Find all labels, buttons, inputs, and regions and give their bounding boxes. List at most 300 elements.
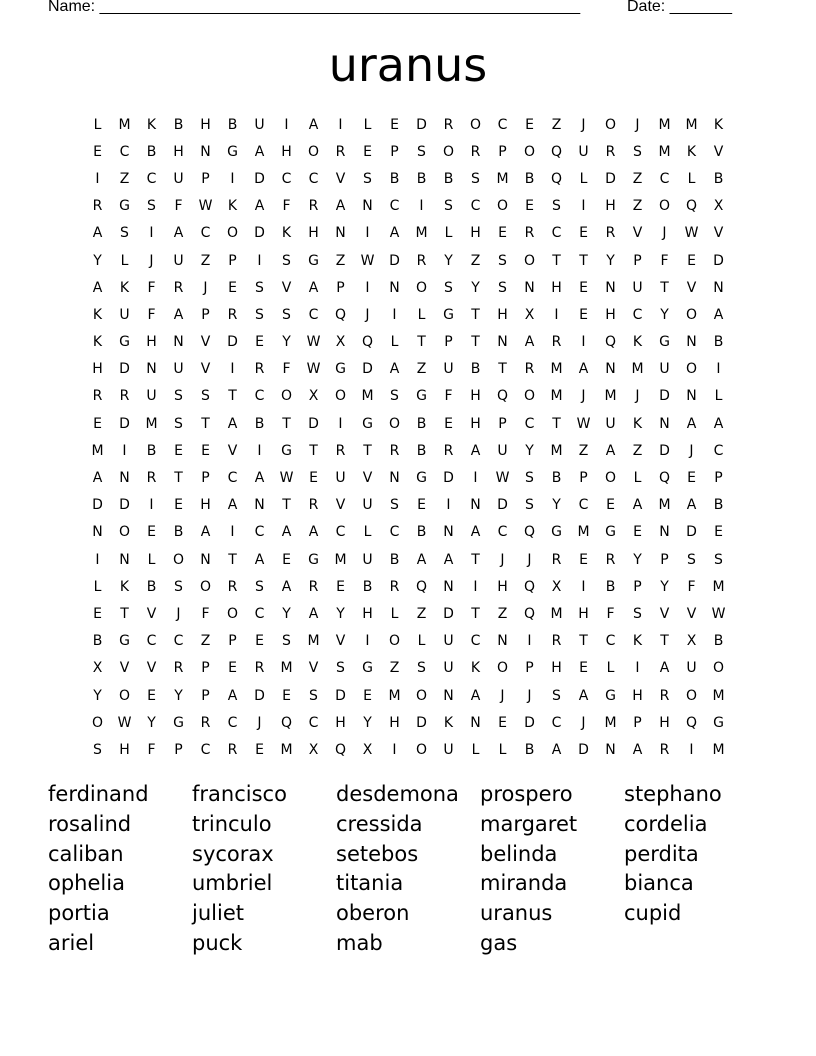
grid-letter: C (254, 388, 265, 405)
grid-letter: U (362, 497, 373, 514)
word-list-item: perdita (624, 841, 699, 866)
grid-letter: A (92, 225, 103, 242)
grid-letter: F (282, 198, 291, 215)
grid-letter: O (415, 687, 428, 704)
grid-letter: S (336, 660, 345, 677)
grid-letter: Q (523, 578, 536, 595)
grid-row (84, 546, 732, 573)
grid-letter: S (525, 470, 534, 487)
grid-letter: Z (200, 633, 211, 650)
grid-letter: S (120, 225, 129, 242)
grid-letter: R (659, 741, 670, 758)
grid-letter: B (713, 633, 724, 650)
grid-letter: A (443, 551, 454, 568)
grid-letter: M (685, 116, 698, 133)
grid-letter: I (581, 198, 586, 215)
grid-letter: S (552, 687, 561, 704)
grid-letter: E (228, 660, 237, 677)
grid-letter: D (119, 497, 130, 514)
grid-letter: J (176, 605, 181, 622)
grid-row (84, 111, 732, 138)
grid-row (84, 600, 732, 627)
grid-letter: A (524, 334, 535, 351)
grid-letter: X (362, 741, 373, 758)
grid-letter: A (308, 279, 319, 296)
grid-letter: J (581, 116, 586, 133)
grid-letter: P (390, 143, 399, 160)
grid-letter: K (227, 198, 238, 215)
grid-letter: K (713, 116, 724, 133)
grid-letter: A (227, 415, 238, 432)
grid-letter: P (444, 334, 453, 351)
grid-letter: R (470, 143, 481, 160)
grid-row (84, 492, 732, 519)
grid-letter: R (308, 497, 319, 514)
word-list-item: rosalind (48, 811, 132, 836)
grid-row (84, 437, 732, 464)
grid-letter: B (524, 741, 535, 758)
grid-letter: K (146, 116, 157, 133)
grid-letter: O (604, 116, 617, 133)
grid-letter: U (443, 361, 454, 378)
grid-letter: O (604, 470, 617, 487)
grid-letter: H (362, 605, 373, 622)
grid-letter: U (632, 279, 643, 296)
grid-letter: N (659, 524, 670, 541)
grid-letter: U (173, 252, 184, 269)
grid-letter: A (173, 225, 184, 242)
grid-letter: E (579, 279, 588, 296)
grid-letter: T (228, 551, 237, 568)
grid-row (84, 519, 732, 546)
grid-letter: O (415, 741, 428, 758)
grid-letter: A (578, 361, 589, 378)
grid-letter: N (389, 279, 400, 296)
grid-letter: C (308, 306, 319, 323)
grid-letter: W (117, 714, 132, 731)
grid-letter: T (201, 415, 210, 432)
grid-letter: R (659, 687, 670, 704)
grid-letter: E (363, 687, 372, 704)
grid-letter: Z (497, 605, 508, 622)
grid-letter: D (308, 415, 319, 432)
grid-letter: O (226, 605, 239, 622)
grid-letter: M (550, 388, 563, 405)
grid-letter: N (146, 361, 157, 378)
word-list-item: belinda (480, 841, 558, 866)
grid-letter: A (470, 687, 481, 704)
grid-letter: X (686, 633, 697, 650)
grid-letter: S (282, 306, 291, 323)
grid-letter: P (498, 415, 507, 432)
grid-letter: W (495, 470, 510, 487)
grid-letter: E (336, 578, 345, 595)
grid-letter: H (659, 714, 670, 731)
grid-letter: R (551, 334, 562, 351)
grid-letter: B (389, 551, 400, 568)
grid-letter: E (525, 198, 534, 215)
grid-letter: A (227, 497, 238, 514)
grid-letter: L (363, 524, 372, 541)
grid-letter: I (635, 660, 640, 677)
grid-letter: G (119, 198, 130, 215)
grid-letter: Y (444, 252, 453, 269)
grid-letter: Q (415, 578, 428, 595)
grid-letter: Y (282, 334, 291, 351)
grid-row (84, 274, 732, 301)
grid-letter: Q (334, 306, 347, 323)
grid-letter: C (524, 415, 535, 432)
grid-letter: S (498, 252, 507, 269)
grid-letter: O (388, 415, 401, 432)
grid-letter: S (147, 198, 156, 215)
grid-letter: I (230, 524, 235, 541)
grid-letter: S (390, 497, 399, 514)
grid-letter: A (281, 578, 292, 595)
grid-letter: N (92, 524, 103, 541)
grid-letter: B (362, 578, 373, 595)
name-field: Name: ______________________________________________________ (48, 0, 581, 15)
grid-letter: U (335, 470, 346, 487)
grid-row (84, 573, 732, 600)
grid-letter: F (147, 279, 156, 296)
grid-letter: I (419, 198, 424, 215)
grid-letter: R (119, 388, 130, 405)
grid-row (84, 356, 732, 383)
grid-letter: H (146, 334, 157, 351)
grid-letter: E (282, 687, 291, 704)
word-list-item: trinculo (192, 811, 272, 836)
word-list-item: stephano (624, 782, 722, 806)
grid-letter: H (92, 361, 103, 378)
grid-letter: N (200, 551, 211, 568)
grid-letter: A (605, 442, 616, 459)
word-list-item: gas (480, 930, 518, 955)
grid-letter: T (282, 497, 291, 514)
grid-letter: A (551, 741, 562, 758)
grid-letter: U (173, 170, 184, 187)
grid-row (84, 220, 732, 247)
grid-letter: H (173, 143, 184, 160)
grid-row (84, 655, 732, 682)
grid-letter: C (335, 524, 346, 541)
grid-letter: M (550, 361, 563, 378)
grid-letter: M (415, 225, 428, 242)
letter-grid (84, 111, 732, 764)
grid-letter: N (173, 334, 184, 351)
grid-letter: N (389, 470, 400, 487)
word-list-item: caliban (48, 841, 124, 866)
grid-letter: A (227, 687, 238, 704)
grid-letter: S (174, 415, 183, 432)
grid-letter: S (390, 388, 399, 405)
grid-letter: C (227, 714, 238, 731)
grid-letter: I (392, 741, 397, 758)
grid-letter: S (309, 687, 318, 704)
grid-letter: W (576, 415, 591, 432)
word-list-item: juliet (192, 901, 244, 926)
grid-letter: O (712, 660, 725, 677)
grid-letter: C (605, 633, 616, 650)
grid-letter: T (309, 442, 318, 459)
grid-letter: S (174, 388, 183, 405)
grid-letter: U (146, 388, 157, 405)
word-list-item: oberon (336, 901, 410, 926)
grid-letter: J (500, 551, 505, 568)
grid-letter: W (306, 361, 321, 378)
grid-letter: S (633, 143, 642, 160)
grid-letter: D (416, 116, 427, 133)
grid-letter: P (228, 252, 237, 269)
grid-letter: V (227, 442, 238, 459)
grid-letter: C (200, 741, 211, 758)
grid-row (84, 247, 732, 274)
grid-letter: O (658, 198, 671, 215)
grid-letter: T (417, 334, 426, 351)
grid-letter: Q (658, 470, 671, 487)
grid-letter: C (497, 116, 508, 133)
grid-letter: A (632, 741, 643, 758)
grid-letter: A (308, 116, 319, 133)
grid-letter: N (497, 633, 508, 650)
grid-letter: T (174, 470, 183, 487)
grid-letter: P (201, 170, 210, 187)
grid-letter: P (201, 306, 210, 323)
grid-letter: K (92, 306, 103, 323)
grid-letter: P (228, 633, 237, 650)
grid-letter: F (147, 741, 156, 758)
grid-letter: H (497, 578, 508, 595)
word-list-item: ophelia (48, 871, 125, 896)
grid-letter: H (632, 687, 643, 704)
grid-letter: L (363, 116, 372, 133)
grid-letter: M (118, 116, 131, 133)
grid-letter: G (416, 470, 427, 487)
grid-letter: V (713, 225, 724, 242)
grid-letter: A (254, 551, 265, 568)
grid-letter: M (307, 633, 320, 650)
grid-letter: Q (685, 198, 698, 215)
grid-letter: E (255, 334, 264, 351)
grid-row (84, 628, 732, 655)
grid-letter: C (632, 306, 643, 323)
grid-letter: T (579, 633, 588, 650)
grid-letter: H (335, 714, 346, 731)
grid-letter: R (92, 388, 103, 405)
grid-letter: A (308, 605, 319, 622)
page-title: uranus (328, 38, 488, 92)
grid-letter: U (443, 660, 454, 677)
grid-letter: E (390, 116, 399, 133)
grid-letter: E (417, 497, 426, 514)
grid-letter: L (498, 741, 507, 758)
grid-letter: A (254, 470, 265, 487)
grid-letter: D (119, 361, 130, 378)
grid-letter: G (443, 306, 454, 323)
grid-letter: P (633, 252, 642, 269)
grid-letter: N (470, 714, 481, 731)
grid-letter: H (470, 415, 481, 432)
grid-letter: O (307, 143, 320, 160)
word-list-item: margaret (480, 811, 578, 836)
grid-letter: P (174, 741, 183, 758)
grid-letter: T (363, 442, 372, 459)
grid-letter: K (443, 714, 454, 731)
grid-letter: B (146, 442, 157, 459)
grid-letter: K (632, 633, 643, 650)
grid-letter: O (523, 252, 536, 269)
grid-letter: S (174, 578, 183, 595)
grid-letter: N (200, 143, 211, 160)
grid-letter: E (174, 442, 183, 459)
grid-letter: D (335, 687, 346, 704)
grid-letter: M (280, 741, 293, 758)
grid-letter: P (714, 470, 723, 487)
grid-letter: O (442, 143, 455, 160)
grid-letter: M (604, 388, 617, 405)
grid-letter: C (713, 442, 724, 459)
grid-letter: O (496, 660, 509, 677)
grid-letter: L (120, 252, 129, 269)
grid-letter: R (227, 741, 238, 758)
grid-letter: G (362, 660, 373, 677)
grid-letter: Z (119, 170, 130, 187)
grid-letter: M (577, 524, 590, 541)
grid-letter: Z (632, 170, 643, 187)
grid-letter: A (92, 470, 103, 487)
grid-letter: Z (551, 116, 562, 133)
grid-letter: I (257, 252, 262, 269)
grid-letter: I (230, 170, 235, 187)
word-list-item: bianca (624, 871, 694, 896)
grid-row (84, 410, 732, 437)
word-list-item: portia (48, 901, 110, 926)
grid-letter: R (605, 225, 616, 242)
grid-letter: G (119, 334, 130, 351)
grid-letter: F (201, 605, 210, 622)
grid-letter: A (254, 198, 265, 215)
grid-letter: I (338, 415, 343, 432)
grid-letter: R (335, 442, 346, 459)
grid-letter: C (551, 714, 562, 731)
grid-letter: T (552, 415, 561, 432)
grid-letter: Y (147, 714, 156, 731)
grid-letter: A (335, 198, 346, 215)
grid-letter: G (605, 687, 616, 704)
grid-letter: B (416, 170, 427, 187)
grid-letter: I (581, 578, 586, 595)
grid-letter: O (685, 306, 698, 323)
grid-letter: M (91, 442, 104, 459)
grid-letter: N (686, 334, 697, 351)
grid-letter: J (662, 225, 667, 242)
grid-letter: F (687, 578, 696, 595)
grid-letter: Y (471, 279, 480, 296)
grid-letter: W (684, 225, 699, 242)
grid-letter: X (551, 578, 562, 595)
grid-letter: P (633, 714, 642, 731)
grid-letter: C (254, 524, 265, 541)
grid-letter: L (579, 170, 588, 187)
grid-letter: E (147, 524, 156, 541)
grid-letter: Z (389, 660, 400, 677)
grid-letter: X (308, 388, 319, 405)
grid-letter: I (149, 497, 154, 514)
grid-letter: P (201, 470, 210, 487)
grid-letter: L (390, 334, 399, 351)
grid-letter: A (713, 306, 724, 323)
grid-letter: Y (552, 497, 561, 514)
grid-letter: Q (523, 605, 536, 622)
grid-letter: Q (550, 170, 563, 187)
grid-letter: L (633, 470, 642, 487)
grid-letter: G (227, 143, 238, 160)
grid-letter: L (417, 306, 426, 323)
grid-letter: R (524, 225, 535, 242)
grid-letter: T (660, 633, 669, 650)
grid-letter: X (92, 660, 103, 677)
grid-letter: B (713, 170, 724, 187)
grid-letter: N (686, 388, 697, 405)
grid-letter: Y (633, 551, 642, 568)
grid-letter: R (92, 198, 103, 215)
grid-letter: G (605, 524, 616, 541)
grid-letter: U (605, 415, 616, 432)
grid-letter: D (254, 687, 265, 704)
grid-letter: W (306, 334, 321, 351)
grid-letter: H (470, 225, 481, 242)
grid-letter: Q (523, 524, 536, 541)
grid-letter: A (470, 442, 481, 459)
grid-letter: T (471, 551, 480, 568)
grid-letter: H (605, 198, 616, 215)
grid-letter: N (362, 198, 373, 215)
header (48, 0, 748, 20)
word-list-item: setebos (336, 841, 419, 866)
grid-letter: I (527, 633, 532, 650)
grid-letter: N (659, 415, 670, 432)
grid-letter: T (120, 605, 129, 622)
grid-letter: N (443, 687, 454, 704)
grid-letter: I (446, 497, 451, 514)
grid-letter: M (658, 497, 671, 514)
grid-letter: H (605, 306, 616, 323)
grid-letter: D (659, 442, 670, 459)
grid-letter: R (335, 143, 346, 160)
grid-letter: F (147, 306, 156, 323)
grid-row (84, 709, 732, 736)
word-list-item: cressida (336, 811, 423, 836)
word-list-item: desdemona (336, 782, 459, 806)
grid-letter: V (686, 279, 697, 296)
grid-letter: C (578, 497, 589, 514)
grid-letter: L (390, 605, 399, 622)
grid-letter: K (119, 578, 130, 595)
grid-letter: A (578, 687, 589, 704)
grid-letter: I (284, 116, 289, 133)
grid-letter: W (198, 198, 213, 215)
grid-letter: T (498, 361, 507, 378)
grid-letter: W (360, 252, 375, 269)
grid-letter: E (633, 524, 642, 541)
grid-letter: C (497, 524, 508, 541)
grid-letter: D (605, 170, 616, 187)
grid-letter: I (473, 470, 478, 487)
grid-letter: R (173, 279, 184, 296)
grid-letter: Q (550, 143, 563, 160)
grid-letter: P (579, 470, 588, 487)
grid-letter: R (227, 306, 238, 323)
